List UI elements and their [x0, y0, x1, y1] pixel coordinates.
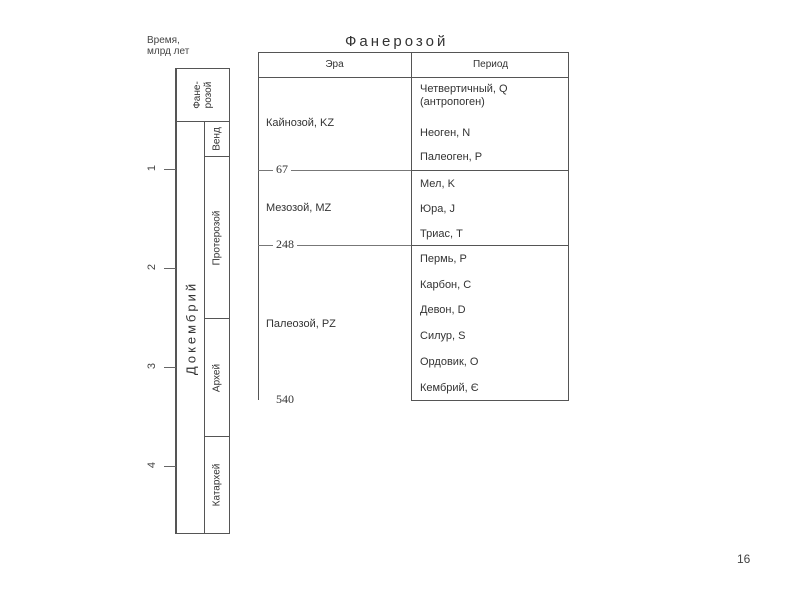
- header-era: Эра: [325, 59, 344, 70]
- header-period: Период: [472, 59, 509, 70]
- boundary-line-period-248: [411, 245, 569, 246]
- era-paleozoic: Палеозой, PZ: [266, 318, 336, 330]
- period-silurian: Силур, S: [420, 330, 466, 342]
- era-cenozoic: Кайнозой, KZ: [266, 117, 335, 129]
- period-cretaceous: Мел, K: [420, 178, 455, 190]
- tick-label-3: 3: [146, 362, 158, 370]
- boundary-248: 248: [273, 237, 297, 252]
- archean-column: [204, 318, 230, 437]
- tick-label-4: 4: [146, 461, 158, 469]
- time-axis-label-line1: Время,: [147, 35, 180, 46]
- precambrian-column: [176, 121, 205, 534]
- page-number: 16: [737, 552, 751, 566]
- archean-column-label: Архей: [211, 363, 223, 392]
- time-axis-label: [147, 35, 189, 57]
- phanerozoic-column-label: Фане-розой: [192, 81, 214, 109]
- period-permian: Пермь, P: [420, 253, 467, 265]
- period-carboniferous: Карбон, C: [420, 279, 472, 291]
- table-title: Фанерозой: [345, 33, 449, 50]
- boundary-540: 540: [273, 392, 297, 407]
- katarchean-column: [204, 436, 230, 534]
- period-quaternary: Четвертичный, Q (антропоген): [420, 83, 508, 108]
- period-paleogene: Палеоген, P: [420, 151, 483, 163]
- time-axis-label-line2: млрд лет: [147, 46, 190, 57]
- precambrian-column-label: Докембрий: [183, 280, 198, 375]
- phanerozoic-column: [176, 68, 230, 122]
- period-ordovician: Ордовик, O: [420, 356, 479, 368]
- period-devonian: Девон, D: [420, 304, 466, 316]
- tick-1: [164, 169, 176, 170]
- tick-label-1: 1: [146, 164, 158, 172]
- era-mesozoic: Мезозой, MZ: [266, 202, 332, 214]
- boundary-line-period-67: [411, 170, 569, 171]
- vend-column-label: Венд: [211, 127, 223, 151]
- period-cambrian: Кембрий, Є: [420, 382, 479, 394]
- tick-2: [164, 268, 176, 269]
- proterozoic-column: [204, 156, 230, 319]
- column-divider: [411, 52, 412, 401]
- period-neogene: Неоген, N: [420, 127, 471, 139]
- boundary-67: 67: [273, 162, 291, 177]
- katarchean-column-label: Катархей: [211, 463, 223, 507]
- period-triassic: Триас, T: [420, 228, 463, 240]
- tick-4: [164, 466, 176, 467]
- tick-3: [164, 367, 176, 368]
- vend-column: [204, 121, 230, 157]
- tick-label-2: 2: [146, 263, 158, 271]
- proterozoic-column-label: Протерозой: [211, 210, 223, 265]
- period-jurassic: Юра, J: [420, 203, 455, 215]
- header-divider: [258, 77, 569, 78]
